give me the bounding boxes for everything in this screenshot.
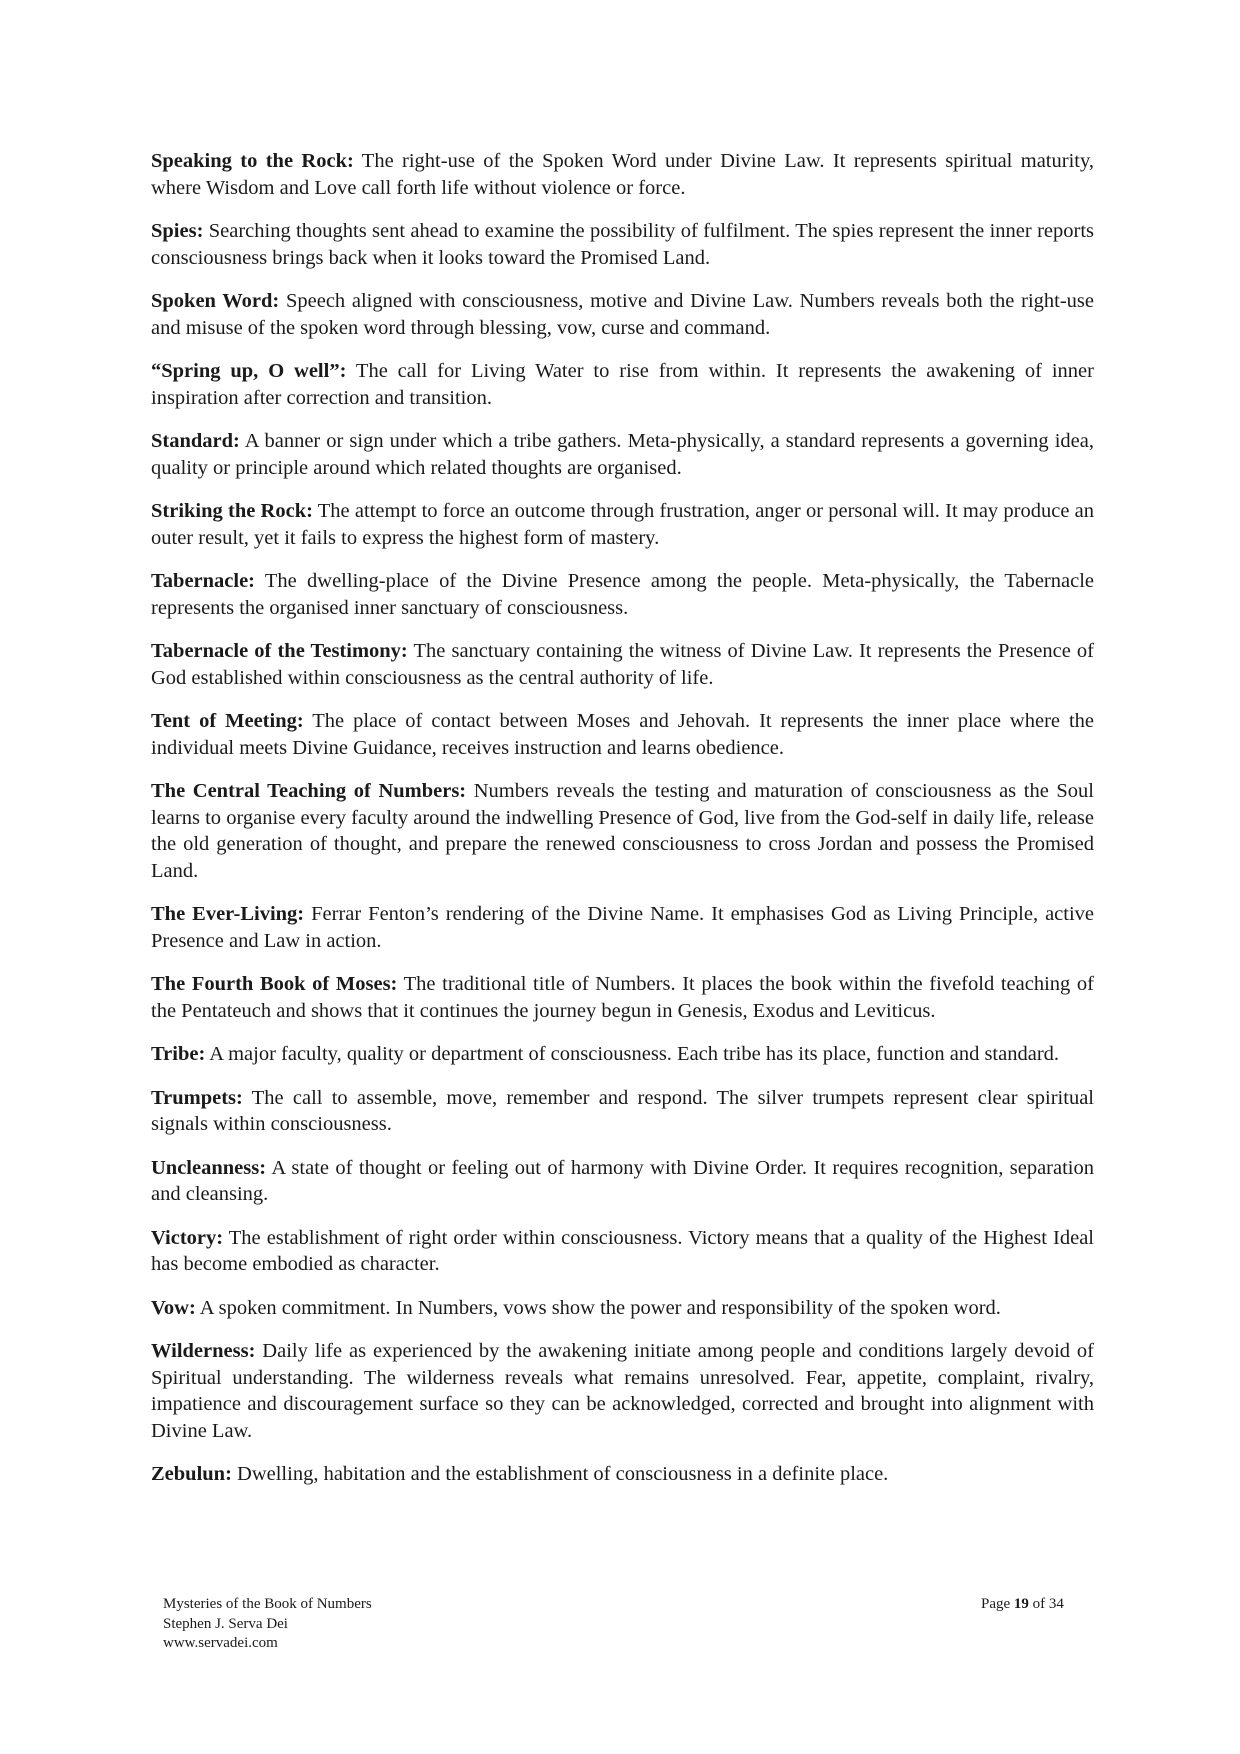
- glossary-entry: [151, 1155, 1094, 1208]
- glossary-term: Standard:: [151, 430, 240, 452]
- glossary-entry: [151, 358, 1094, 411]
- glossary-term: The Fourth Book of Moses:: [151, 973, 398, 995]
- glossary-term: Victory:: [151, 1226, 224, 1249]
- glossary-term: Spies:: [151, 220, 204, 242]
- glossary-definition: A banner or sign under which a tribe gathers. Meta-physically, a standard represents a governing idea, quality or principle around which related thoughts are organised.: [151, 430, 1094, 479]
- glossary-definition: The place of contact between Moses and Jehovah. It represents the inner place where the individual meets Divine Guidance, receives instruction and learns obedience.: [151, 710, 1094, 759]
- glossary-entry: [151, 638, 1094, 691]
- glossary-term: Tribe:: [151, 1043, 206, 1065]
- glossary-definition: Daily life as experienced by the awakening initiate among people and conditions largely devoid of Spiritual understanding. The wilderness reveals what remains unresolved. Fear, appetite, complaint, rivalry, impatience and discouragement surface so they can be acknowledged, corrected and brought into alignment with Divine Law.: [151, 1340, 1094, 1442]
- glossary-entry: [151, 568, 1094, 621]
- glossary-term: Striking the Rock:: [151, 500, 313, 522]
- glossary-entry: [151, 971, 1094, 1024]
- glossary-entry: [151, 148, 1094, 201]
- glossary-entry: [151, 1338, 1094, 1444]
- glossary-entry: [151, 1295, 1094, 1322]
- page-current: 19: [1013, 1596, 1029, 1612]
- glossary-content: [151, 148, 1094, 1505]
- page-number: [981, 1595, 1064, 1615]
- glossary-entry: [151, 428, 1094, 481]
- glossary-entry: [151, 288, 1094, 341]
- page-total: 34: [1048, 1596, 1064, 1612]
- footer-left: [163, 1595, 372, 1654]
- glossary-entry: [151, 901, 1094, 954]
- glossary-definition: Dwelling, habitation and the establishment of consciousness in a definite place.: [231, 1463, 889, 1485]
- glossary-definition: The sanctuary containing the witness of Divine Law. It represents the Presence of God established within consciousness as the central authority of life.: [151, 640, 1094, 689]
- glossary-entry: [151, 1225, 1094, 1278]
- page-of: of: [1028, 1596, 1049, 1612]
- glossary-definition: Speech aligned with consciousness, motive and Divine Law. Numbers reveals both the right-use and misuse of the spoken word through blessing, vow, curse and command.: [151, 290, 1094, 339]
- glossary-entry: [151, 218, 1094, 271]
- glossary-term: Tabernacle:: [151, 570, 256, 592]
- glossary-entry: [151, 1041, 1094, 1068]
- glossary-definition: The right-use of the Spoken Word under Divine Law. It represents spiritual maturity, where Wisdom and Love call forth life without violence or force.: [151, 150, 1095, 199]
- glossary-term: Zebulun:: [151, 1463, 232, 1485]
- glossary-term: The Ever-Living:: [151, 903, 305, 925]
- glossary-term: Spoken Word:: [151, 290, 280, 312]
- glossary-definition: The traditional title of Numbers. It places the book within the fivefold teaching of the Pentateuch and shows that it continues the journey begun in Genesis, Exodus and Leviticus.: [151, 973, 1094, 1022]
- glossary-term: Wilderness:: [151, 1340, 256, 1362]
- glossary-definition: Searching thoughts sent ahead to examine the possibility of fulfilment. The spies represent the inner reports consciousness brings back when it looks toward the Promised Land.: [151, 220, 1094, 269]
- glossary-definition: The call to assemble, move, remember and respond. The silver trumpets represent clear spiritual signals within consciousness.: [151, 1086, 1094, 1135]
- glossary-term: Speaking to the Rock:: [151, 150, 354, 172]
- glossary-entry: [151, 498, 1094, 551]
- glossary-definition: A state of thought or feeling out of harmony with Divine Order. It requires recognition, separation and cleansing.: [151, 1156, 1094, 1205]
- glossary-term: Tabernacle of the Testimony:: [151, 640, 408, 662]
- glossary-definition: The attempt to force an outcome through frustration, anger or personal will. It may produce an outer result, yet it fails to express the highest form of mastery.: [151, 500, 1095, 549]
- glossary-definition: A spoken commitment. In Numbers, vows show the power and responsibility of the spoken word.: [195, 1296, 1001, 1319]
- glossary-entry: [151, 778, 1094, 884]
- glossary-entry: [151, 708, 1094, 761]
- glossary-entry: [151, 1085, 1094, 1138]
- glossary-definition: A major faculty, quality or department of consciousness. Each tribe has its place, function and standard.: [205, 1043, 1060, 1065]
- glossary-term: The Central Teaching of Numbers:: [151, 780, 467, 802]
- glossary-term: “Spring up, O well”:: [151, 360, 347, 382]
- glossary-definition: Ferrar Fenton’s rendering of the Divine Name. It emphasises God as Living Principle, active Presence and Law in action.: [151, 903, 1095, 952]
- glossary-definition: The establishment of right order within consciousness. Victory means that a quality of the Highest Ideal has become embodied as character.: [151, 1226, 1094, 1275]
- footer-author: Stephen J. Serva Dei: [163, 1615, 288, 1632]
- glossary-entry: [151, 1461, 1094, 1488]
- footer-book-title: Mysteries of the Book of Numbers: [163, 1596, 372, 1612]
- glossary-term: Tent of Meeting:: [151, 710, 304, 732]
- glossary-term: Vow:: [151, 1296, 196, 1319]
- glossary-definition: The call for Living Water to rise from within. It represents the awakening of inner inspiration after correction and transition.: [151, 360, 1094, 409]
- glossary-term: Trumpets:: [151, 1086, 243, 1109]
- glossary-definition: Numbers reveals the testing and maturation of consciousness as the Soul learns to organise every faculty around the indwelling Presence of God, live from the God-self in daily life, release the old generation of thought, and prepare the renewed consciousness to cross Jordan and possess the Promised Land.: [151, 780, 1095, 882]
- glossary-term: Uncleanness:: [151, 1156, 267, 1179]
- page-prefix: Page: [981, 1596, 1014, 1612]
- glossary-definition: The dwelling-place of the Divine Presence among the people. Meta-physically, the Tabernacle represents the organised inner sanctuary of consciousness.: [151, 570, 1094, 619]
- footer-website: www.servadei.com: [163, 1635, 278, 1651]
